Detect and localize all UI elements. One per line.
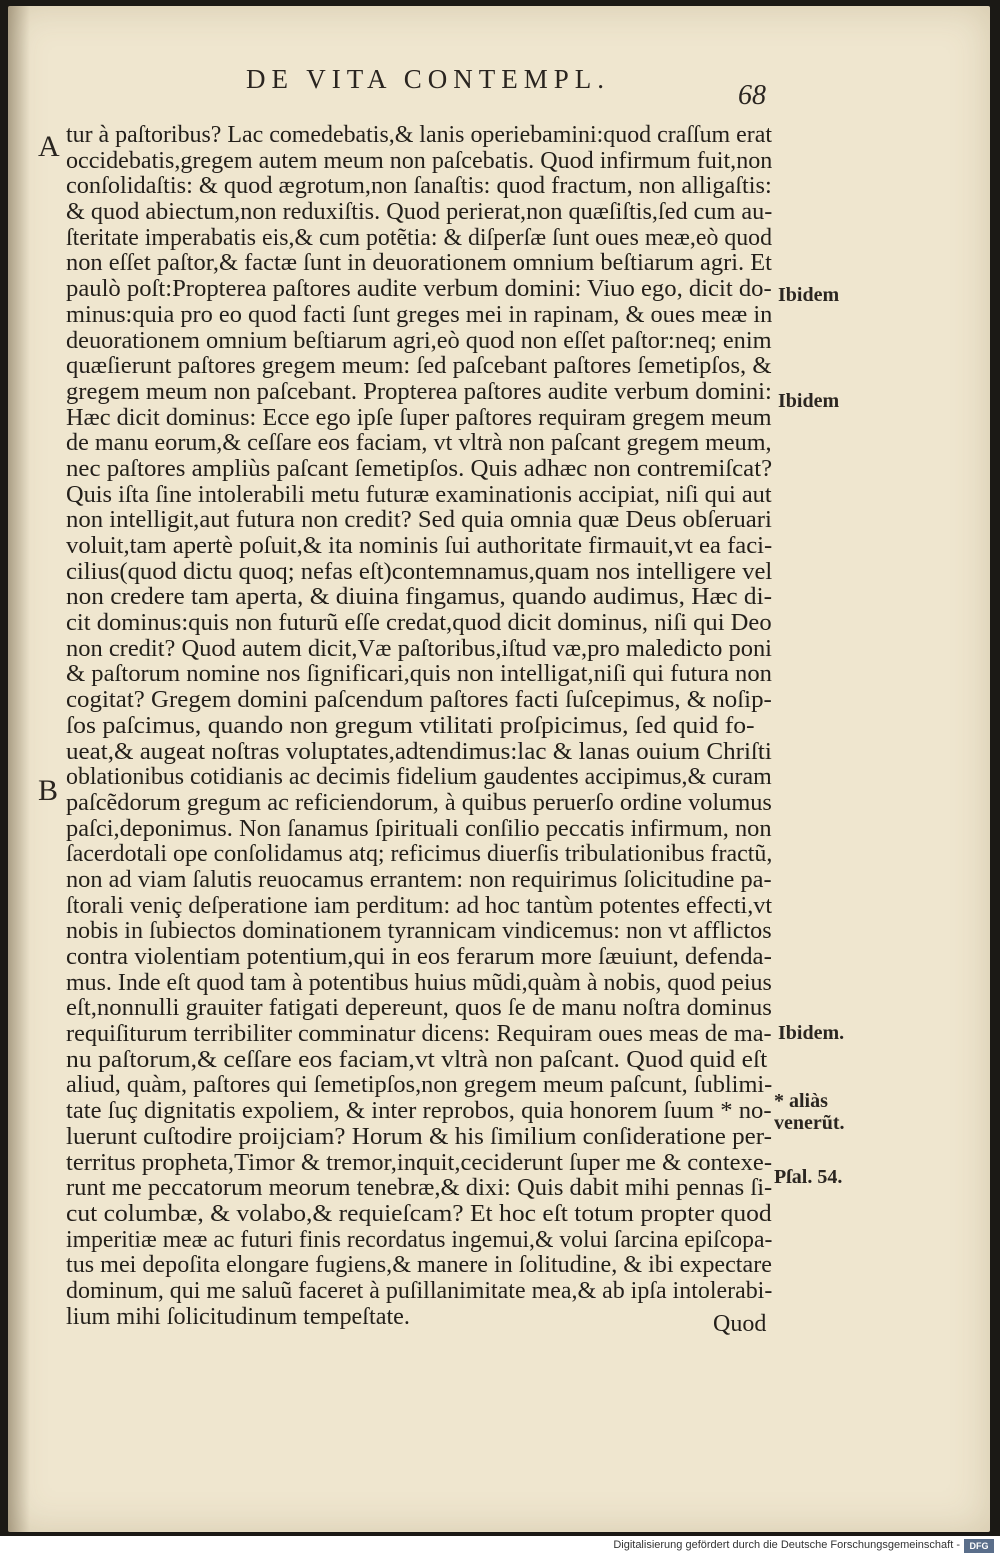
text-line: aliud, quàm, paſtores qui ſemetipſos,non gregem meum paſcunt, ſublimi- xyxy=(66,1071,773,1099)
text-line: cit dominus:quis non futurũ eſſe credat,quod dicit dominus, niſi qui Deo xyxy=(66,609,772,637)
text-line: luerunt cuſtodire proijciam? Horum & his ſimilium conſideratione per- xyxy=(66,1122,772,1150)
text-line: ſtorali veniç deſperatione iam perditum: ad hoc tantùm potentes effecti,vt xyxy=(66,891,773,919)
text-line: cut columbæ, & volabo,& requieſcam? Et hoc eſt totum propter quod xyxy=(66,1199,772,1227)
text-line: paulò poſt:Propterea paſtores audite verbum domini: Viuo ego, dicit do- xyxy=(66,275,772,303)
section-marker-b: B xyxy=(38,774,59,807)
text-line: oblationibus cotidianis ac decimis fidelium gaudentes accipimus,& curam xyxy=(66,763,772,791)
text-line: & quod abiectum,non reduxiſtis. Quod perierat,non quæſiſtis,ſed cum au- xyxy=(66,198,773,226)
text-line: & paſtorum nomine nos ſignificari,quis non intelligat,niſi qui futura non xyxy=(66,660,772,688)
margin-note-ibidem-3: Ibidem. xyxy=(778,1022,845,1044)
text-line: conſolidaſtis: & quod ægrotum,non ſanaſtis: quod fractum, non alligaſtis: xyxy=(66,172,772,200)
text-line: ſos paſcimus, quando non gregum vtilitati proſpicimus, ſed quid fo- xyxy=(66,711,755,739)
margin-note-ibidem-1: Ibidem xyxy=(778,284,840,306)
text-line: tate ſuç dignitatis expoliem, & inter reprobos, quia honorem ſuum * no- xyxy=(66,1097,772,1125)
text-line: gregem meum non paſcebant. Propterea paſtores audite verbum domini: xyxy=(66,377,772,405)
footer-credit: Digitalisierung gefördert durch die Deutsche Forschungsgemeinschaft - xyxy=(613,1539,960,1551)
text-line: imperitiæ meæ ac futuri finis recordatus ingemui,& volui ſarcina epiſcopa- xyxy=(66,1225,773,1253)
text-line: non credere tam aperta, & diuina fingamus, quando audimus, Hæc di- xyxy=(66,583,773,611)
text-line: eſt,nonnulli grauiter fatigati depereunt, quos ſe de manu noſtra dominus xyxy=(66,994,772,1022)
footer-bar xyxy=(0,1536,1000,1557)
page-gutter-shadow xyxy=(8,6,30,1532)
text-line: non ad viam ſalutis reuocamus errantem: non requirimus ſolicitudine pa- xyxy=(66,865,772,893)
text-line: de manu eorum,& ceſſare eos faciam, vt vltrà non paſcant gregem meum, xyxy=(66,429,772,457)
text-line: ſteritate imperabatis eis,& cum potẽtia: & diſperſæ ſunt oues meæ,eò quod xyxy=(66,223,773,251)
text-line: non eſſet paſtor,& factæ ſunt in deuorationem omnium beſtiarum agri. Et xyxy=(66,249,772,277)
text-line: runt me peccatorum meorum tenebræ,& dixi: Quis dabit mihi pennas ſi- xyxy=(66,1174,773,1202)
text-line: occidebatis,gregem autem meum non paſcebatis. Quod infirmum fuit,non xyxy=(66,146,773,174)
text-line: contra violentiam potentium,qui in eos ferarum more ſæuiunt, defenda- xyxy=(66,943,772,970)
text-line: tur à paſtoribus? Lac comedebatis,& lanis operiebamini:quod craſſum erat xyxy=(66,121,772,148)
text-line: minus:quia pro eo quod facti ſunt greges mei in rapinam, & oues meæ in xyxy=(66,300,773,328)
text-line: dominum, qui me saluũ faceret à puſillanimitate mea,& ab ipſa intolerabi- xyxy=(66,1276,773,1304)
text-line: non credit? Quod autem dicit,Væ paſtoribus,iſtud væ,pro maledicto poni xyxy=(66,634,772,662)
text-line: nobis in ſubiectos dominationem tyrannicam vindicemus: non vt afflictos xyxy=(66,917,772,945)
text-line: nu paſtorum,& ceſſare eos faciam,vt vltrà non paſcant. Quod quid eſt xyxy=(66,1045,768,1073)
margin-note-ibidem-2: Ibidem xyxy=(778,390,840,412)
text-line: Quis iſta ſine intolerabili metu futuræ examinationis accipiat, niſi qui aut xyxy=(66,480,772,508)
body-text xyxy=(66,122,776,1329)
catchword: Quod xyxy=(713,1311,767,1337)
text-line: non intelligit,aut futura non credit? Sed quia omnia quæ Deus obſeruari xyxy=(66,506,772,534)
text-line: tus mei depoſita elongare fugiens,& manere in ſolitudine, & ibi expectare xyxy=(66,1251,772,1279)
book-page xyxy=(8,6,990,1532)
text-line: quæſierunt paſtores gregem meum: ſed paſcebant paſtores ſemetipſos, & xyxy=(66,352,772,380)
text-line: cogitat? Gregem domini paſcendum paſtores facti ſuſcepimus, & noſip- xyxy=(66,686,772,714)
text-line: lium mihi ſolicitudinum tempeſtate. xyxy=(66,1302,410,1330)
text-line: paſci,deponimus. Non ſanamus ſpirituali conſilio peccatis infirmum, non xyxy=(66,814,772,842)
text-line: Hæc dicit dominus: Ecce ego ipſe ſuper paſtores requiram gregem meum xyxy=(66,403,772,431)
text-line: ueat,& augeat noſtras voluptates,adtendimus:lac & lanas ouium Chriſti xyxy=(66,737,772,765)
text-line: mus. Inde eſt quod tam à potentibus huius mũdi,quàm à nobis, quod peius xyxy=(66,968,772,996)
text-line: deuorationem omnium beſtiarum agri,eò quod non eſſet paſtor:neq; enim xyxy=(66,326,772,354)
running-head: DE VITA CONTEMPL. xyxy=(245,64,611,94)
text-line: cilius(quod dictu quoq; nefas eſt)contemnamus,quam nos intelligere vel xyxy=(66,557,773,585)
dfg-logo-icon: DFG xyxy=(964,1539,994,1553)
margin-note-alias: * aliàs venerũt. xyxy=(774,1090,845,1134)
text-line: territus propheta,Timor & tremor,inquit,ceciderunt ſuper me & contexe- xyxy=(66,1148,773,1176)
text-line: ſacerdotali ope conſolidamus atq; reficimus diuerſis tribulationibus fractũ, xyxy=(66,840,773,868)
text-line: voluit,tam apertè poſuit,& ita nominis ſui authoritate firmauit,vt ea faci- xyxy=(66,532,773,559)
text-line: paſcẽdorum gregum ac reficiendorum, à quibus peruerſo ordine volumus xyxy=(66,788,772,816)
text-line: nec paſtores ampliùs paſcant ſemetipſos. Quis adhæc non contremiſcat? xyxy=(66,454,773,482)
section-marker-a: A xyxy=(38,130,60,163)
page-number: 68 xyxy=(738,80,766,111)
text-line: requiſiturum terribiliter comminatur dicens: Requiram oues meas de ma- xyxy=(66,1020,772,1048)
margin-note-psalm: Pſal. 54. xyxy=(774,1166,843,1188)
